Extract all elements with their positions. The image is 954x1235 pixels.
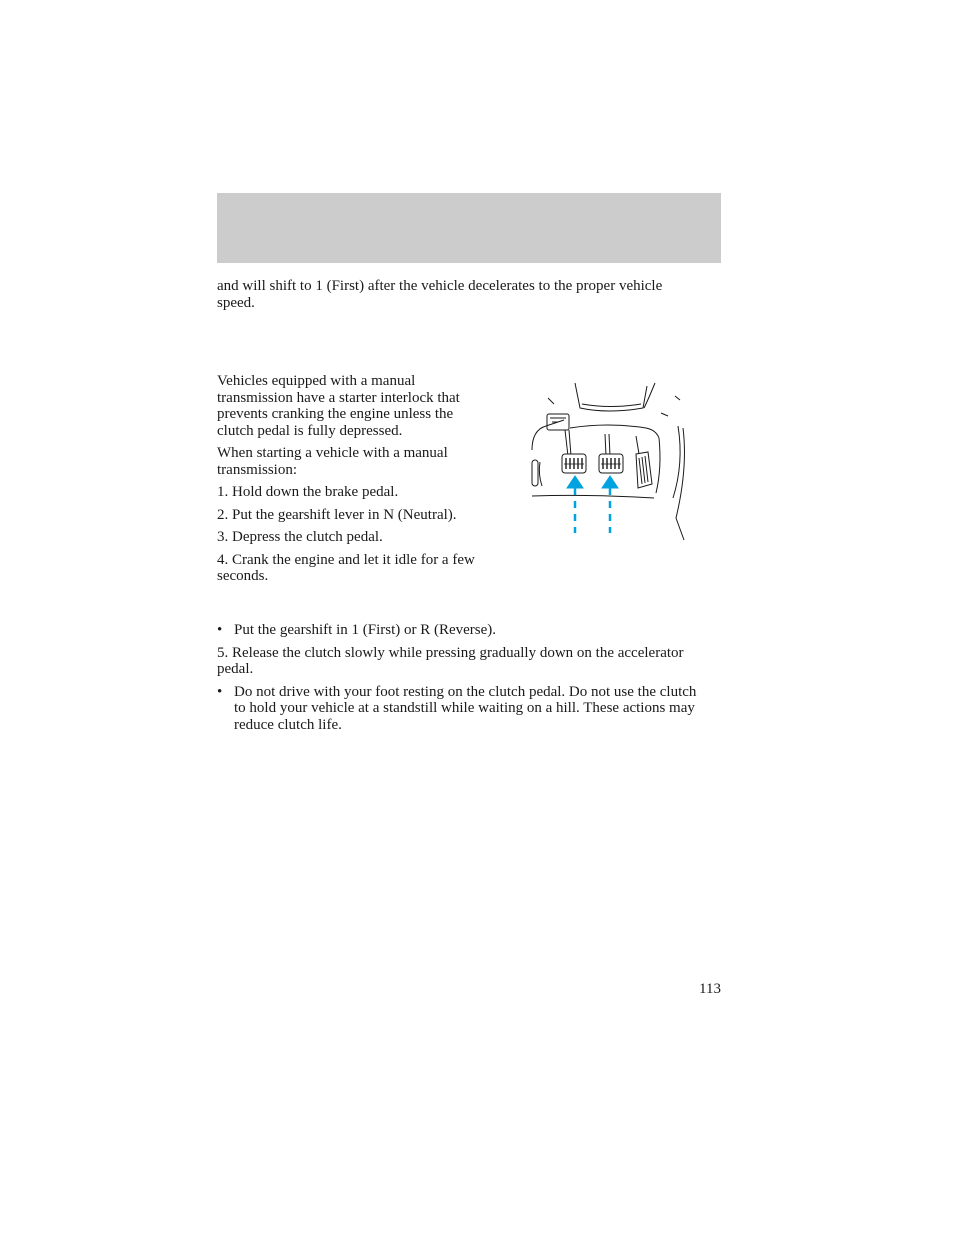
full-width-column [217,622,707,739]
pedal-diagram-icon [528,378,688,543]
bullet-gearshift-text: Put the gearshift in 1 (First) or R (Reverse). [234,622,497,638]
page-number: 113 [699,981,721,997]
pedal-diagram-svg [528,378,688,543]
step-3: 3. Depress the clutch pedal. [217,529,383,545]
bullet-dot: • [217,622,223,638]
step-1: 1. Hold down the brake pedal. [217,484,399,500]
interlock-paragraph: Vehicles equipped with a manual transmission have a starter interlock that prevents cranking the engine unless the clutch pedal is fully depressed. [217,373,460,439]
bullet-clutch-warning-text: Do not drive with your foot resting on the clutch pedal. Do not use the clutch to hold your vehicle at a standstill while waiting on a hill. These actions may reduce clutch life. [234,683,697,733]
step-2: 2. Put the gearshift lever in N (Neutral). [217,506,457,523]
step-5: 5. Release the clutch slowly while pressing gradually down on the accelerator pedal. [217,644,684,677]
bullet-dot: • [217,683,223,700]
bullet-gearshift [217,622,707,639]
step-4: 4. Crank the engine and let it idle for a few seconds. [217,551,475,584]
bullet-clutch-warning [217,684,707,734]
intro-paragraph: and will shift to 1 (First) after the vehicle decelerates to the proper vehicle speed. [217,278,663,311]
section-header-band [217,193,721,263]
starting-intro-paragraph: When starting a vehicle with a manual transmission: [217,445,448,478]
left-column [217,373,477,591]
